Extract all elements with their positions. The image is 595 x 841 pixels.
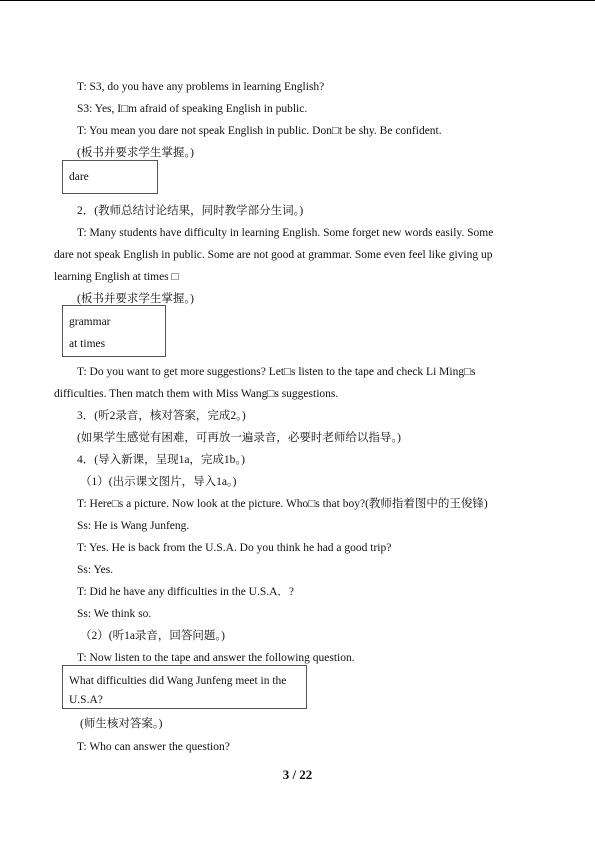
text-line: T: Did he have any difficulties in the U.S.A．? — [77, 586, 295, 598]
box-word: grammar — [69, 316, 111, 328]
text-line: T: Yes. He is back from the U.S.A. Do you think he had a good trip? — [77, 542, 392, 554]
text-line: Ss: He is Wang Junfeng. — [77, 520, 190, 532]
text-line: Ss: We think so. — [77, 608, 152, 620]
text-line: Ss: Yes. — [77, 564, 114, 576]
blackboard-box-grammar — [62, 305, 166, 357]
box-question-line: What difficulties did Wang Junfeng meet in the — [69, 675, 287, 687]
text-line: (板书并要求学生掌握。) — [77, 293, 194, 305]
page-top-rule — [0, 0, 595, 1]
text-line: (如果学生感觉有困难，可再放一遍录音，必要时老师给以指导。) — [77, 432, 401, 444]
text-line: T: S3, do you have any problems in learning English? — [77, 81, 325, 93]
text-line: T: Who can answer the question? — [77, 741, 230, 753]
text-line: learning English at times □ — [54, 271, 179, 283]
text-line: dare not speak English in public. Some are not good at grammar. Some even feel like giving up — [54, 249, 493, 261]
text-line: T: Many students have difficulty in learning English. Some forget new words easily. Some — [77, 227, 494, 239]
text-line: 4．(导入新课，呈现1a，完成1b。) — [77, 454, 246, 466]
text-line: 3．(听2录音，核对答案，完成2。) — [77, 410, 246, 422]
text-line: difficulties. Then match them with Miss Wang□s suggestions. — [54, 388, 339, 400]
text-line: T: Now listen to the tape and answer the following question. — [77, 652, 355, 664]
text-line: T: Here□s a picture. Now look at the picture. Who□s that boy?(教师指着图中的王俊锋) — [77, 498, 488, 510]
text-line: T: Do you want to get more suggestions? Let□s listen to the tape and check Li Ming□s — [77, 366, 476, 378]
blackboard-box-question — [62, 665, 307, 709]
box-question-line: U.S.A? — [69, 694, 103, 706]
box-word: at times — [69, 338, 106, 350]
page-number: 3 / 22 — [282, 767, 313, 782]
text-line: 2．(教师总结讨论结果，同时教学部分生词。) — [77, 205, 304, 217]
text-line: (师生核对答案。) — [80, 718, 163, 730]
text-line: S3: Yes, I□m afraid of speaking English in public. — [77, 103, 308, 115]
box-word: dare — [69, 171, 89, 183]
blackboard-box-dare — [62, 160, 158, 194]
text-line: T: You mean you dare not speak English in public. Don□t be shy. Be confident. — [77, 125, 442, 137]
text-line: （1）(出示课文图片，导入1a。) — [80, 476, 237, 488]
text-line: (板书并要求学生掌握。) — [77, 147, 194, 159]
text-line: （2）(听1a录音，回答问题。) — [80, 630, 226, 642]
